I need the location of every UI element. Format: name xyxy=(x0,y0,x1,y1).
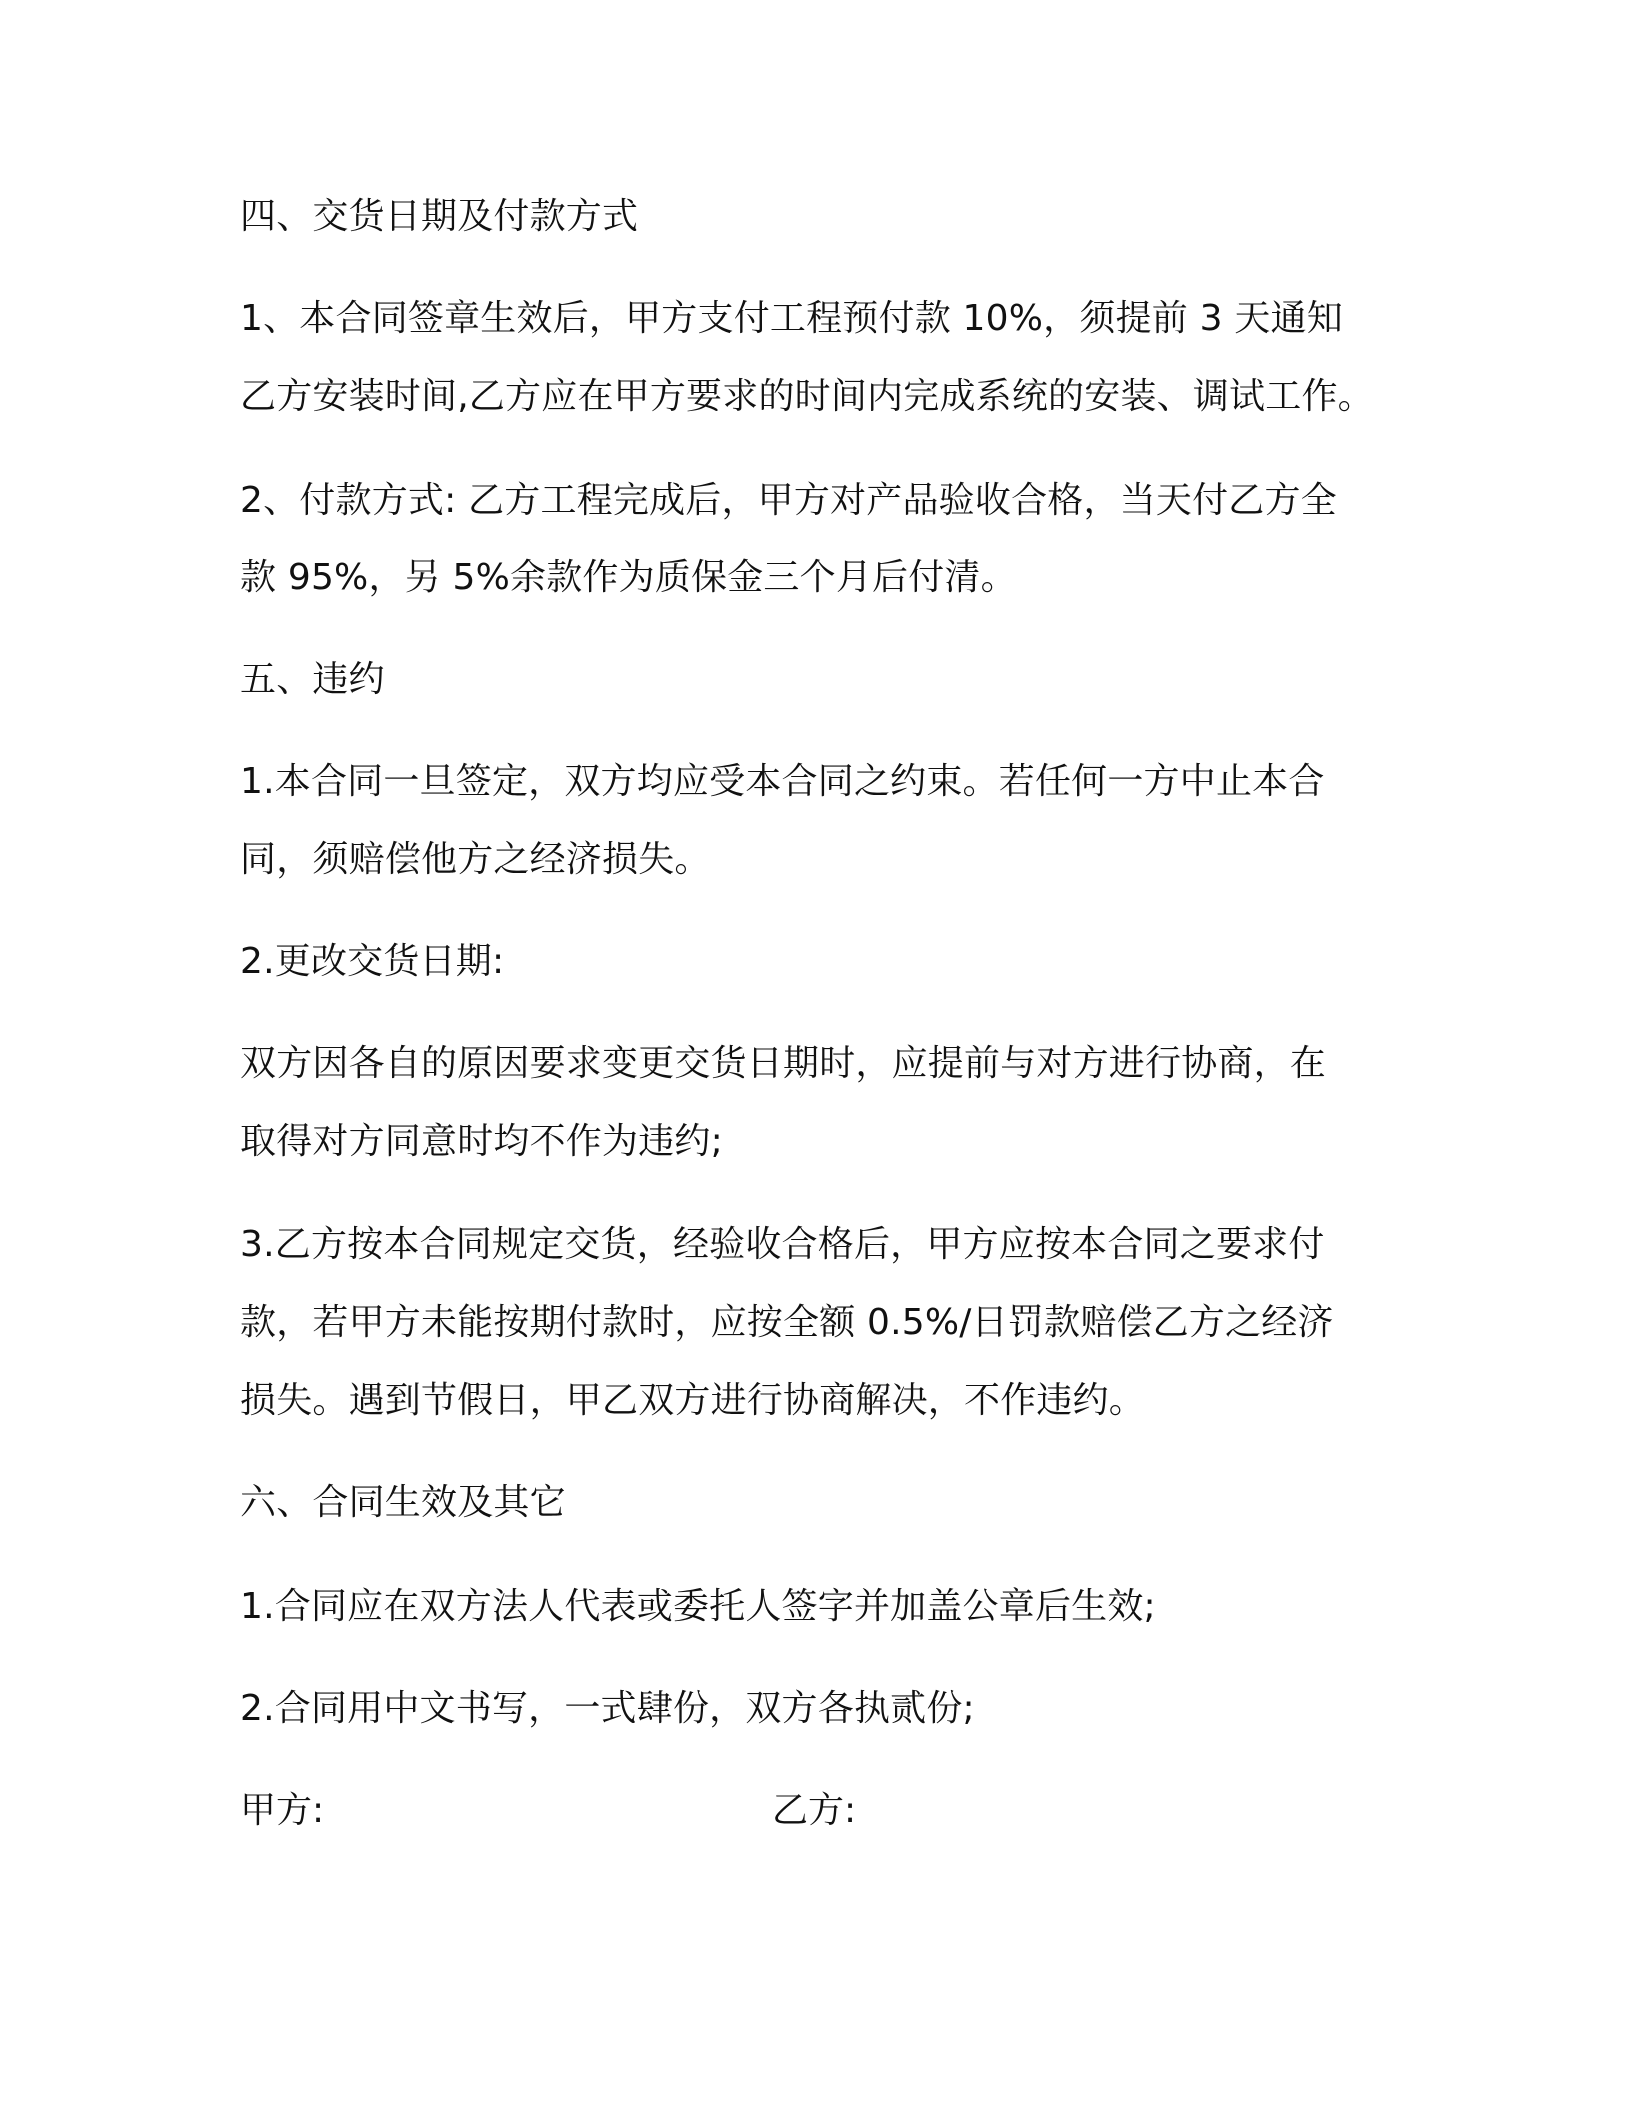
section-5-item-3-line-1: 3.乙方按本合同规定交货，经验收合格后，甲方应按本合同之要求付 xyxy=(240,1224,1325,1265)
section-4-heading: 四、交货日期及付款方式 xyxy=(240,196,639,237)
section-5-item-1-line-1: 1.本合同一旦签定，双方均应受本合同之约束。若任何一方中止本合 xyxy=(240,761,1325,802)
section-4-item-1-line-2: 乙方安装时间,乙方应在甲方要求的时间内完成系统的安装、调试工作。 xyxy=(240,376,1374,417)
section-4-item-1-line-1: 1、本合同签章生效后，甲方支付工程预付款 10%，须提前 3 天通知 xyxy=(240,298,1343,339)
section-4-item-2-line-1: 2、付款方式: 乙方工程完成后，甲方对产品验收合格，当天付乙方全 xyxy=(240,480,1337,521)
section-6-heading: 六、合同生效及其它 xyxy=(240,1482,566,1523)
section-4-item-2-line-2: 款 95%，另 5%余款作为质保金三个月后付清。 xyxy=(240,557,1017,598)
section-5-item-3-line-2: 款，若甲方未能按期付款时，应按全额 0.5%/日罚款赔偿乙方之经济 xyxy=(240,1302,1334,1343)
contract-page xyxy=(240,0,1440,2112)
section-5-item-2-line-2: 取得对方同意时均不作为违约; xyxy=(240,1121,723,1162)
section-5-item-2-title: 2.更改交货日期: xyxy=(240,941,505,982)
section-5-item-1-line-2: 同，须赔偿他方之经济损失。 xyxy=(240,839,711,880)
section-6-item-1: 1.合同应在双方法人代表或委托人签字并加盖公章后生效; xyxy=(240,1586,1156,1627)
section-6-item-2: 2.合同用中文书写，一式肆份，双方各执贰份; xyxy=(240,1688,975,1729)
party-a-signature-label: 甲方: xyxy=(240,1790,325,1831)
section-5-item-3-line-3: 损失。遇到节假日，甲乙双方进行协商解决，不作违约。 xyxy=(240,1380,1146,1421)
section-5-heading: 五、违约 xyxy=(240,659,385,700)
section-5-item-2-line-1: 双方因各自的原因要求变更交货日期时，应提前与对方进行协商，在 xyxy=(240,1043,1327,1084)
party-b-signature-label: 乙方: xyxy=(772,1790,857,1831)
